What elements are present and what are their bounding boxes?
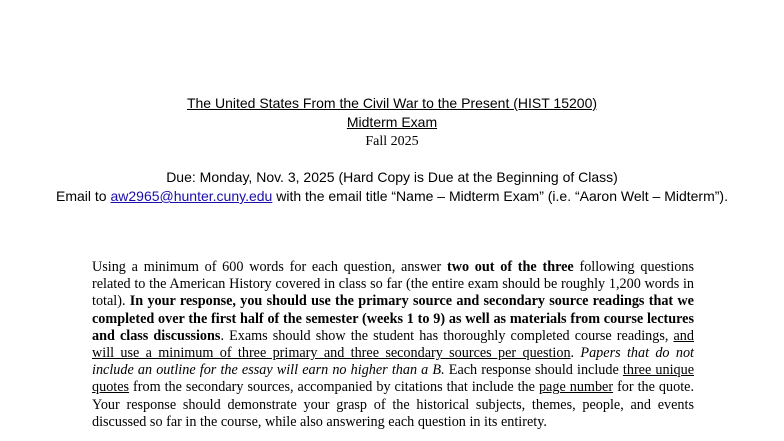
due-date: Monday, Nov. 3, 2025 (Hard Copy is Due at the Beginning of Class) (199, 169, 618, 185)
header-spacer (40, 151, 744, 168)
exam-title: Midterm Exam (346, 114, 438, 130)
term-label: Fall 2025 (365, 134, 419, 149)
body-text: for the quote. Your response should demonstrate your grasp of the historical subjects, themes, people, and events discussed so far in the course, while also answering each question in its entirety. (92, 379, 694, 430)
instructions-paragraph (92, 259, 694, 431)
body-text: . Exams should show the student has thoroughly completed course readings, (220, 327, 674, 344)
body-underlined: and will use a minimum of three primary and three secondary sources per question (92, 327, 694, 362)
body-text: Using a minimum of 600 words for each question, answer (92, 259, 447, 275)
email-line (40, 187, 744, 206)
body-text: . (570, 345, 581, 362)
body-italic: Papers that do not include an outline for the essay will earn no higher than a B. (92, 345, 694, 379)
body-text: following questions related to the American History covered in class so far (the entire exam should be roughly 1,200 words in total). (92, 259, 694, 310)
body-text: Each response should include (444, 362, 623, 379)
email-suffix: with the email title “Name – Midterm Exam” (i.e. “Aaron Welt – Midterm”). (272, 188, 728, 204)
body-emphasis: two out of the three (446, 259, 574, 275)
exam-header (40, 94, 744, 206)
body-emphasis: In your response, you should use the primary source and secondary source readings that we completed over the first half of the semester (weeks 1 to 9) as well as materials from course lectures and class discussions (92, 293, 694, 344)
due-prefix: Due: (166, 169, 200, 185)
email-link[interactable]: aw2965@hunter.cuny.edu (110, 188, 273, 204)
body-underlined: page number (538, 379, 614, 396)
email-prefix: Email to (56, 188, 111, 204)
body-underlined: three unique quotes (92, 362, 695, 396)
body-text: from the secondary sources, accompanied by citations that include the (129, 379, 539, 396)
course-title: The United States From the Civil War to the Present (HIST 15200) (186, 95, 598, 111)
due-line (40, 168, 744, 187)
